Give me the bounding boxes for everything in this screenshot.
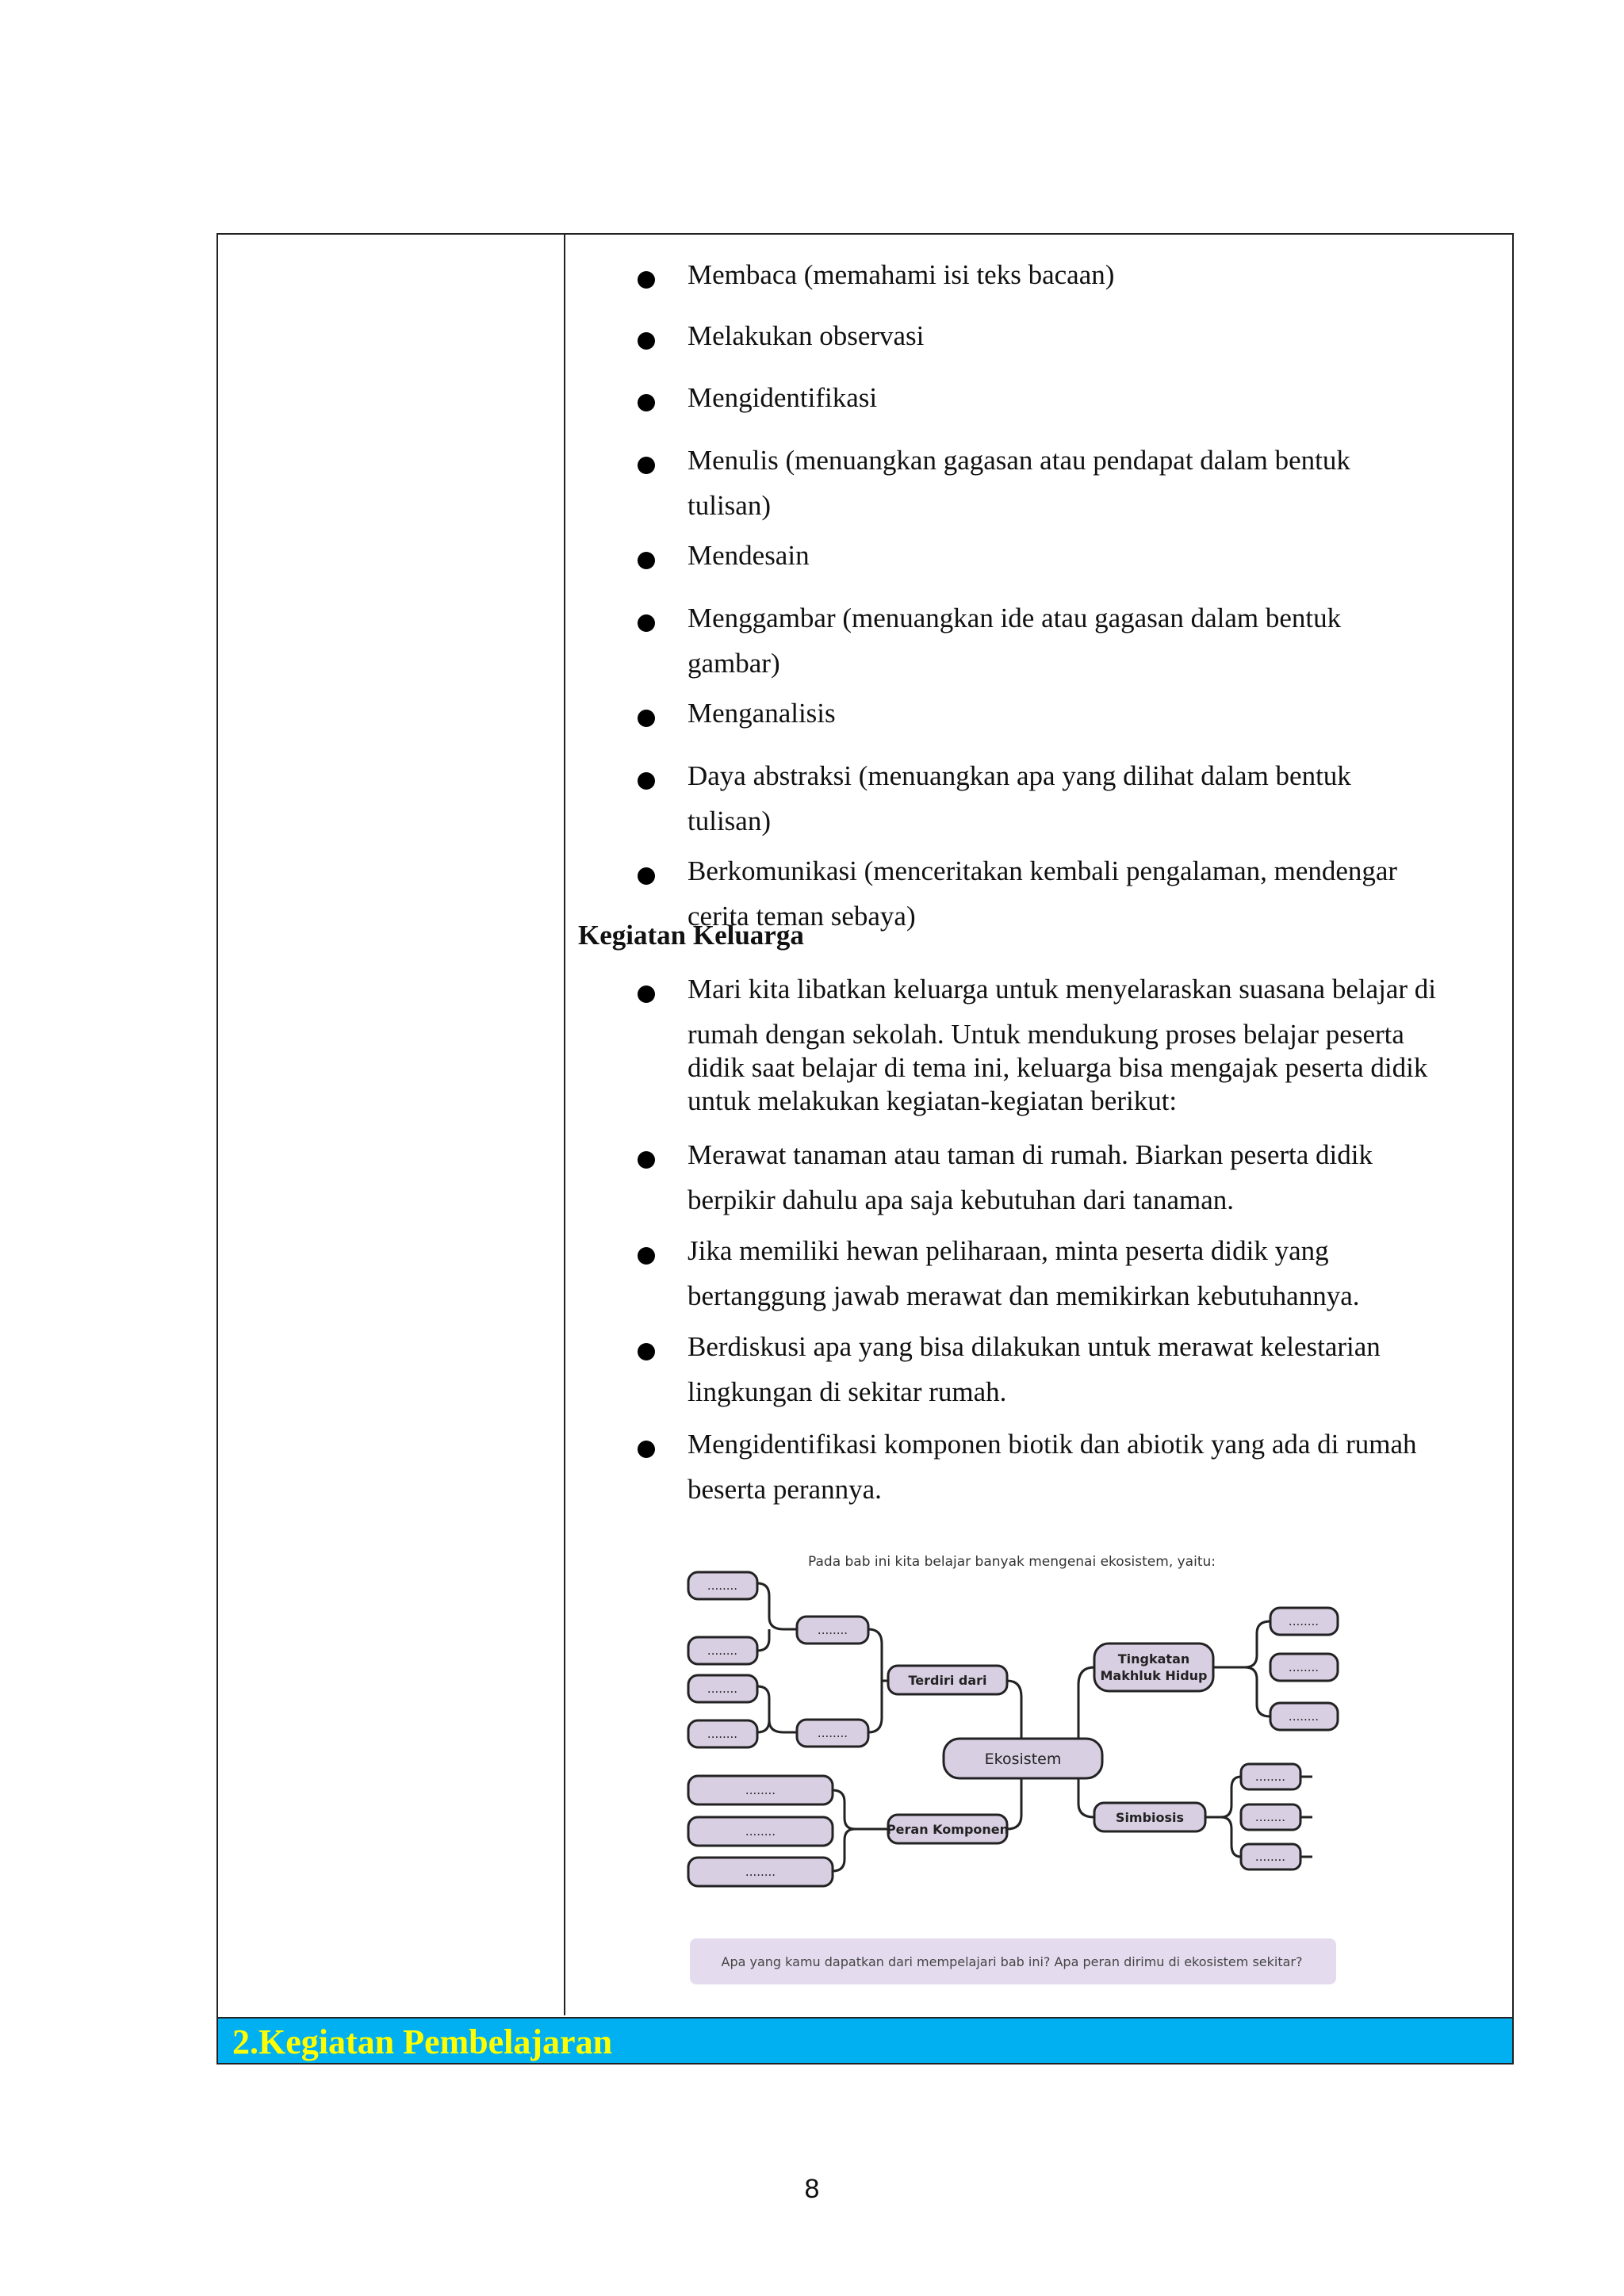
- bullet-icon: [638, 1441, 655, 1458]
- list-item-text: untuk melakukan kegiatan-kegiatan berikut:: [688, 1085, 1178, 1116]
- list-item-text: gambar): [688, 648, 780, 679]
- page-number: 8: [804, 2174, 820, 2204]
- blank-label: ........: [1288, 1660, 1320, 1674]
- list-item-text: Mengidentifikasi komponen biotik dan abiotik yang ada di rumah: [688, 1429, 1417, 1460]
- list-item-text: berpikir dahulu apa saja kebutuhan dari tanaman.: [688, 1184, 1235, 1215]
- list-item-text: tulisan): [688, 490, 771, 521]
- section-band: [218, 2017, 1512, 2063]
- list-item-text: cerita teman sebaya): [688, 901, 916, 932]
- blank-label: ........: [707, 1682, 738, 1696]
- node-boxes: [688, 1572, 1338, 1886]
- list-item-text: Merawat tanaman atau taman di rumah. Biarkan peserta didik: [688, 1139, 1373, 1170]
- peran-label: Peran Komponen: [886, 1822, 1009, 1837]
- list-item-text: Melakukan observasi: [688, 320, 925, 351]
- blank-label: ........: [745, 1783, 776, 1797]
- list-item-text: rumah dengan sekolah. Untuk mendukung proses belajar peserta: [688, 1019, 1404, 1050]
- blank-label: ........: [745, 1865, 776, 1879]
- list-item-text: Daya abstraksi (menuangkan apa yang dilihat dalam bentuk: [688, 760, 1351, 791]
- list-item-text: Membaca (memahami isi teks bacaan): [688, 259, 1115, 290]
- list-item-text: Berkomunikasi (menceritakan kembali pengalaman, mendengar: [688, 855, 1398, 886]
- list-item-text: Mari kita libatkan keluarga untuk menyelaraskan suasana belajar di: [688, 974, 1437, 1004]
- bullet-icon: [638, 332, 655, 350]
- blank-label: ........: [1288, 1709, 1320, 1724]
- bullet-icon: [638, 552, 655, 569]
- section-heading: Kegiatan Keluarga: [578, 920, 804, 951]
- column-divider: [564, 235, 565, 2015]
- section-title: 2.Kegiatan Pembelajaran: [232, 2022, 613, 2061]
- simbiosis-label: Simbiosis: [1115, 1810, 1185, 1825]
- bullet-icon: [638, 985, 655, 1003]
- list-item-text: Menganalisis: [688, 698, 836, 729]
- tingkatan-node: [1094, 1644, 1213, 1691]
- blank-label: ........: [1254, 1850, 1286, 1864]
- bullet-icon: [638, 772, 655, 790]
- list-item-text: Mendesain: [688, 540, 810, 571]
- question-text: Apa yang kamu dapatkan dari mempelajari bab ini? Apa peran dirimu di ekosistem sekitar?: [721, 1954, 1303, 1969]
- blank-label: ........: [1254, 1810, 1286, 1824]
- bullet-icon: [638, 1343, 655, 1360]
- blank-label: ........: [1288, 1614, 1320, 1628]
- bullet-icon: [638, 867, 655, 885]
- bullet-icon: [638, 271, 655, 289]
- list-item-text: didik saat belajar di tema ini, keluarga bisa mengajak peserta didik: [688, 1052, 1428, 1083]
- blank-label: ........: [817, 1726, 848, 1740]
- bullet-icon: [638, 457, 655, 474]
- bullet-icon: [638, 1247, 655, 1265]
- blank-label: ........: [817, 1623, 848, 1637]
- list-item-text: Jika memiliki hewan peliharaan, minta peserta didik yang: [688, 1235, 1329, 1266]
- list-item-text: beserta perannya.: [688, 1474, 882, 1505]
- blank-label: ........: [707, 1578, 738, 1593]
- list-item-text: Menggambar (menuangkan ide atau gagasan dalam bentuk: [688, 603, 1342, 633]
- blank-label: ........: [707, 1727, 738, 1741]
- bullet-icon: [638, 614, 655, 632]
- bullet-icon: [638, 710, 655, 727]
- list-item-text: Menulis (menuangkan gagasan atau pendapat dalam bentuk: [688, 445, 1350, 476]
- tingkatan-label: Makhluk Hidup: [1100, 1668, 1208, 1683]
- list-item-text: Mengidentifikasi: [688, 382, 878, 413]
- bullet-icon: [638, 1151, 655, 1169]
- list-item-text: bertanggung jawab merawat dan memikirkan kebutuhannya.: [688, 1280, 1360, 1311]
- list-item-text: lingkungan di sekitar rumah.: [688, 1376, 1007, 1407]
- bullet-icon: [638, 394, 655, 411]
- list-item-text: tulisan): [688, 806, 771, 836]
- blank-label: ........: [707, 1644, 738, 1658]
- tingkatan-label: Tingkatan: [1117, 1651, 1190, 1667]
- blank-label: ........: [745, 1824, 776, 1839]
- diagram-caption: Pada bab ini kita belajar banyak mengenai ekosistem, yaitu:: [808, 1554, 1216, 1570]
- ecosystem-mindmap: [682, 1550, 1342, 1996]
- ecosystem-label: Ekosistem: [984, 1751, 1062, 1768]
- list-item-text: Berdiskusi apa yang bisa dilakukan untuk merawat kelestarian: [688, 1331, 1381, 1362]
- blank-label: ........: [1254, 1770, 1286, 1784]
- terdiri-label: Terdiri dari: [908, 1673, 987, 1688]
